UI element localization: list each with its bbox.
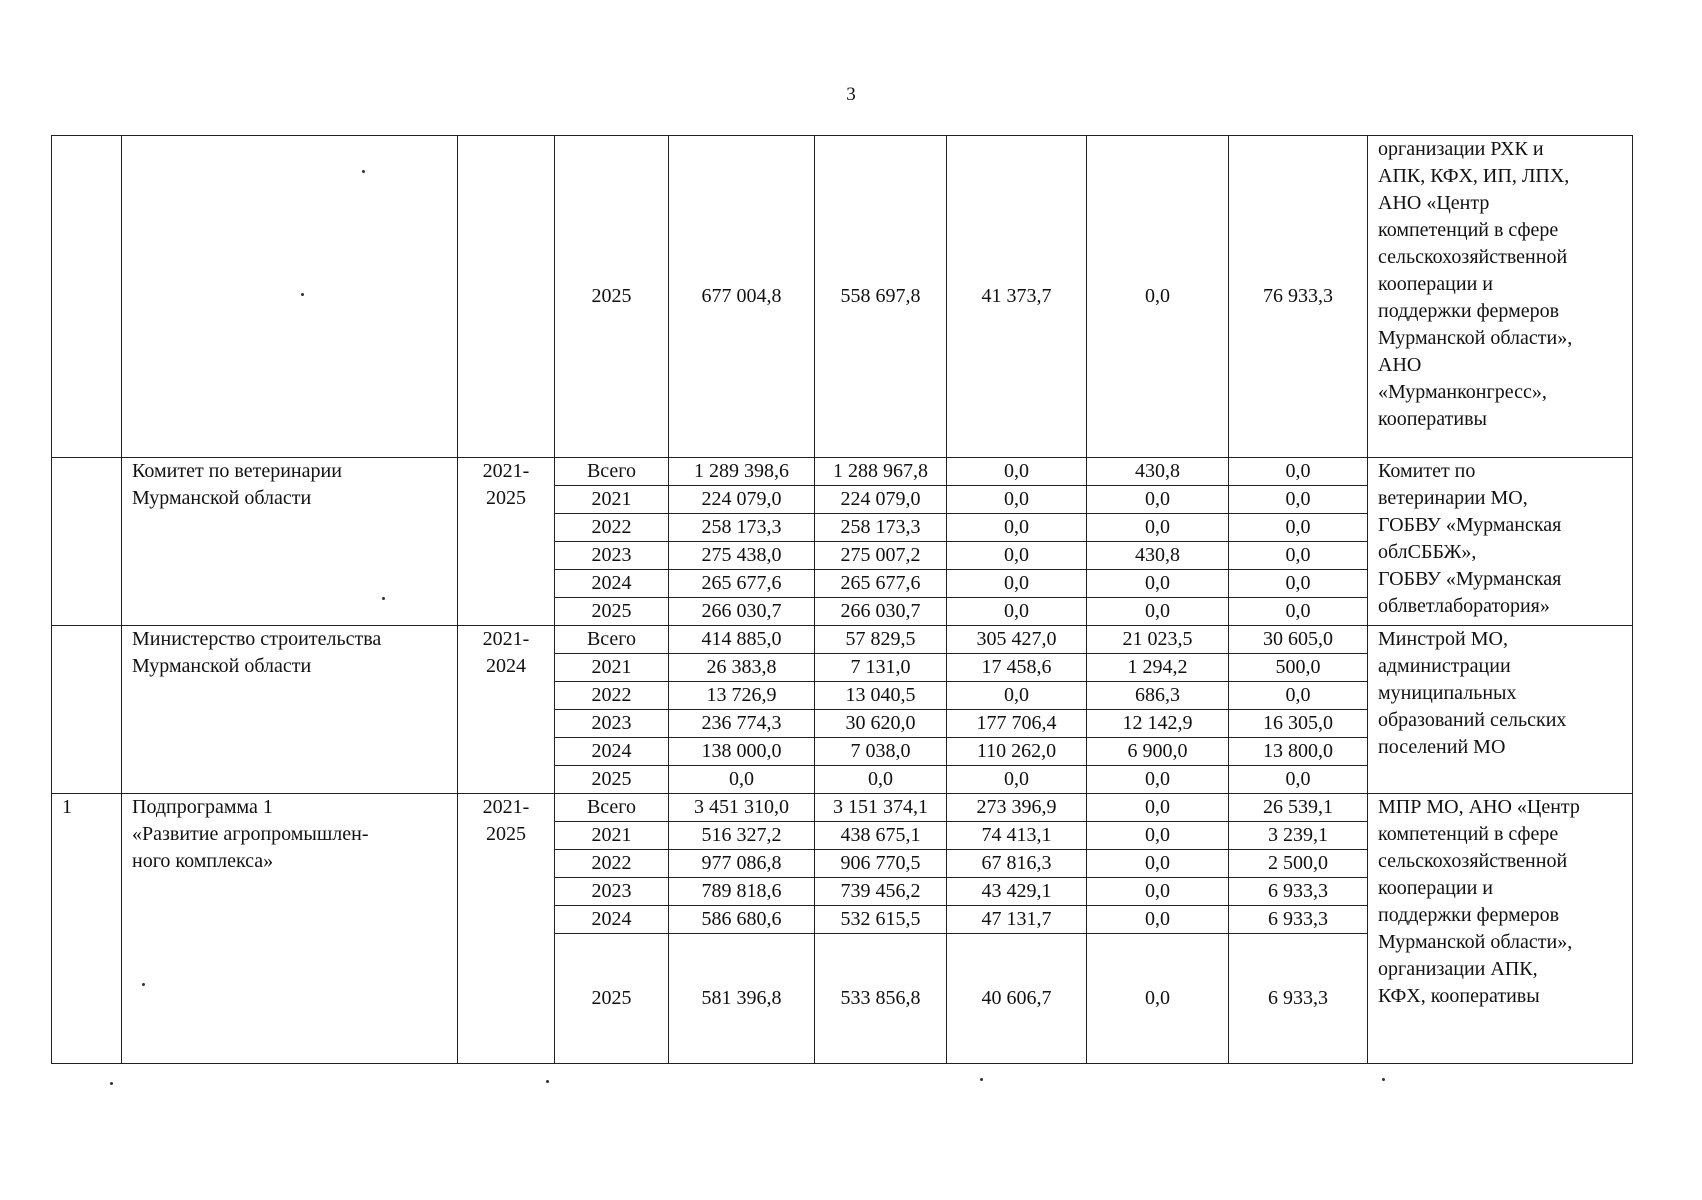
- extrabudgetary-value: 0,0: [1229, 766, 1368, 794]
- regional-budget-value: 1 288 967,8: [815, 458, 947, 486]
- regional-budget-value: 224 079,0: [815, 486, 947, 514]
- executor-line: Мурманской области»,: [1378, 931, 1573, 953]
- regional-budget-value: 438 675,1: [815, 822, 947, 850]
- scan-speck: [980, 1078, 983, 1081]
- block-total-row: [52, 458, 1633, 486]
- index-cell: [52, 136, 122, 458]
- program-name-line: Министерство строительства: [132, 628, 382, 650]
- executor-line: организации АПК,: [1378, 958, 1538, 980]
- executor-line: поддержки фермеров: [1378, 904, 1560, 926]
- period-cell: [458, 626, 555, 794]
- scan-speck: [110, 1082, 113, 1085]
- extrabudgetary-value: 0,0: [1229, 514, 1368, 542]
- executor-line: компетенций в сфере: [1378, 823, 1559, 845]
- federal-budget-value: 17 458,6: [947, 654, 1087, 682]
- year-cell: Всего: [555, 626, 669, 654]
- total-value: 265 677,6: [669, 570, 815, 598]
- year-cell: 2022: [555, 682, 669, 710]
- period-line: 2025: [486, 823, 526, 845]
- local-budget-value: 430,8: [1087, 458, 1229, 486]
- block-total-row: [52, 794, 1633, 822]
- period-cell: [458, 458, 555, 626]
- executor-line: кооперативы: [1378, 408, 1487, 430]
- period-cell: [458, 794, 555, 1064]
- period-line: 2021-: [482, 460, 530, 482]
- year-cell: 2021: [555, 486, 669, 514]
- executor-cell: [1368, 626, 1633, 794]
- executor-line: сельскохозяйственной: [1378, 246, 1568, 268]
- total-value: 26 383,8: [669, 654, 815, 682]
- federal-budget-value: 43 429,1: [947, 878, 1087, 906]
- year-cell: 2023: [555, 878, 669, 906]
- local-budget-value: 430,8: [1087, 542, 1229, 570]
- federal-budget-value: 0,0: [947, 542, 1087, 570]
- block-total-row: [52, 626, 1633, 654]
- total-value: 414 885,0: [669, 626, 815, 654]
- regional-budget-value: 258 173,3: [815, 514, 947, 542]
- executor-line: АНО: [1378, 354, 1422, 376]
- total-value: 236 774,3: [669, 710, 815, 738]
- total-value: 516 327,2: [669, 822, 815, 850]
- year-cell: 2023: [555, 542, 669, 570]
- total-value: 224 079,0: [669, 486, 815, 514]
- federal-budget-value: 41 373,7: [947, 136, 1087, 458]
- extrabudgetary-value: 16 305,0: [1229, 710, 1368, 738]
- program-name-line: «Развитие агропромышлен-: [132, 823, 369, 845]
- federal-budget-value: 0,0: [947, 598, 1087, 626]
- period-line: 2024: [486, 655, 526, 677]
- extrabudgetary-value: 26 539,1: [1229, 794, 1368, 822]
- program-name-line: Мурманской области: [132, 655, 312, 677]
- year-cell: 2022: [555, 514, 669, 542]
- total-value: 789 818,6: [669, 878, 815, 906]
- executor-line: администрации: [1378, 655, 1511, 677]
- federal-budget-value: 0,0: [947, 514, 1087, 542]
- regional-budget-value: 266 030,7: [815, 598, 947, 626]
- federal-budget-value: 273 396,9: [947, 794, 1087, 822]
- federal-budget-value: 74 413,1: [947, 822, 1087, 850]
- local-budget-value: 0,0: [1087, 486, 1229, 514]
- program-finance-table: [51, 135, 1633, 1064]
- local-budget-value: 0,0: [1087, 794, 1229, 822]
- year-cell: 2021: [555, 822, 669, 850]
- regional-budget-value: 7 038,0: [815, 738, 947, 766]
- program-name-line: ного комплекса»: [132, 850, 274, 872]
- row-index: [52, 458, 122, 626]
- extrabudgetary-value: 0,0: [1229, 486, 1368, 514]
- executor-line: кооперации и: [1378, 273, 1493, 295]
- total-value: 275 438,0: [669, 542, 815, 570]
- executor-line: сельскохозяйственной: [1378, 850, 1568, 872]
- federal-budget-value: 0,0: [947, 766, 1087, 794]
- total-value: 1 289 398,6: [669, 458, 815, 486]
- year-cell: 2025: [555, 934, 669, 1064]
- executor-cell: [1368, 136, 1633, 458]
- executor-line: кооперации и: [1378, 877, 1493, 899]
- total-value: 3 451 310,0: [669, 794, 815, 822]
- local-budget-value: 0,0: [1087, 934, 1229, 1064]
- year-cell: 2024: [555, 738, 669, 766]
- extrabudgetary-value: 0,0: [1229, 542, 1368, 570]
- program-name-line: Мурманской области: [132, 487, 312, 509]
- executor-line: ГОБВУ «Мурманская: [1378, 568, 1562, 590]
- extrabudgetary-value: 13 800,0: [1229, 738, 1368, 766]
- program-name-cell: [122, 626, 458, 794]
- federal-budget-value: 305 427,0: [947, 626, 1087, 654]
- local-budget-value: 686,3: [1087, 682, 1229, 710]
- page-number: 3: [846, 84, 856, 105]
- local-budget-value: 0,0: [1087, 878, 1229, 906]
- year-cell: Всего: [555, 794, 669, 822]
- executor-line: «Мурманконгресс»,: [1378, 381, 1547, 403]
- local-budget-value: 1 294,2: [1087, 654, 1229, 682]
- local-budget-value: 0,0: [1087, 766, 1229, 794]
- executor-line: ГОБВУ «Мурманская: [1378, 514, 1562, 536]
- year-cell: 2024: [555, 906, 669, 934]
- executor-line: организации РХК и: [1378, 138, 1544, 160]
- period-line: 2021-: [482, 796, 530, 818]
- extrabudgetary-value: 2 500,0: [1229, 850, 1368, 878]
- local-budget-value: 0,0: [1087, 598, 1229, 626]
- scan-speck: [546, 1080, 549, 1083]
- extrabudgetary-value: 0,0: [1229, 458, 1368, 486]
- regional-budget-value: 57 829,5: [815, 626, 947, 654]
- executor-line: компетенций в сфере: [1378, 219, 1559, 241]
- extrabudgetary-value: 500,0: [1229, 654, 1368, 682]
- row-index: [52, 626, 122, 794]
- year-cell: 2025: [555, 766, 669, 794]
- program-name-cell: [122, 458, 458, 626]
- total-value: 0,0: [669, 766, 815, 794]
- local-budget-value: 0,0: [1087, 850, 1229, 878]
- year-cell: 2024: [555, 570, 669, 598]
- regional-budget-value: 7 131,0: [815, 654, 947, 682]
- executor-line: МПР МО, АНО «Центр: [1378, 796, 1580, 818]
- extrabudgetary-value: 0,0: [1229, 598, 1368, 626]
- local-budget-value: 12 142,9: [1087, 710, 1229, 738]
- federal-budget-value: 177 706,4: [947, 710, 1087, 738]
- year-cell: Всего: [555, 458, 669, 486]
- executor-line: Минстрой МО,: [1378, 628, 1508, 650]
- period-line: 2025: [486, 487, 526, 509]
- executor-line: Мурманской области»,: [1378, 327, 1573, 349]
- local-budget-value: 0,0: [1087, 136, 1229, 458]
- executor-line: поселений МО: [1378, 736, 1506, 758]
- regional-budget-value: 533 856,8: [815, 934, 947, 1064]
- year-cell: 2021: [555, 654, 669, 682]
- extrabudgetary-value: 30 605,0: [1229, 626, 1368, 654]
- federal-budget-value: 0,0: [947, 682, 1087, 710]
- period-cell: [458, 136, 555, 458]
- regional-budget-value: 558 697,8: [815, 136, 947, 458]
- program-name-cell: [122, 794, 458, 1064]
- executor-line: ветеринарии МО,: [1378, 487, 1528, 509]
- total-value: 13 726,9: [669, 682, 815, 710]
- total-value: 977 086,8: [669, 850, 815, 878]
- program-name-line: Комитет по ветеринарии: [132, 460, 342, 482]
- scan-speck: [1382, 1078, 1385, 1081]
- extrabudgetary-value: 0,0: [1229, 682, 1368, 710]
- extrabudgetary-value: 6 933,3: [1229, 934, 1368, 1064]
- scan-speck: [382, 597, 385, 600]
- federal-budget-value: 0,0: [947, 570, 1087, 598]
- regional-budget-value: 906 770,5: [815, 850, 947, 878]
- program-name-line: Подпрограмма 1: [132, 796, 273, 818]
- row-index: 1: [52, 794, 122, 1064]
- executor-line: Комитет по: [1378, 460, 1476, 482]
- scan-speck: [142, 983, 145, 986]
- regional-budget-value: 0,0: [815, 766, 947, 794]
- executor-cell: [1368, 794, 1633, 1064]
- year-cell: 2025: [555, 598, 669, 626]
- extrabudgetary-value: 76 933,3: [1229, 136, 1368, 458]
- year-cell: 2023: [555, 710, 669, 738]
- federal-budget-value: 110 262,0: [947, 738, 1087, 766]
- regional-budget-value: 275 007,2: [815, 542, 947, 570]
- local-budget-value: 0,0: [1087, 822, 1229, 850]
- extrabudgetary-value: 3 239,1: [1229, 822, 1368, 850]
- continuation-row: [52, 136, 1633, 458]
- local-budget-value: 0,0: [1087, 906, 1229, 934]
- total-value: 586 680,6: [669, 906, 815, 934]
- scan-speck: [301, 293, 304, 296]
- executor-line: муниципальных: [1378, 682, 1517, 704]
- regional-budget-value: 739 456,2: [815, 878, 947, 906]
- federal-budget-value: 47 131,7: [947, 906, 1087, 934]
- executor-line: образований сельских: [1378, 709, 1567, 731]
- federal-budget-value: 40 606,7: [947, 934, 1087, 1064]
- regional-budget-value: 265 677,6: [815, 570, 947, 598]
- local-budget-value: 0,0: [1087, 570, 1229, 598]
- year-cell: 2022: [555, 850, 669, 878]
- local-budget-value: 21 023,5: [1087, 626, 1229, 654]
- executor-line: КФХ, кооперативы: [1378, 985, 1540, 1007]
- federal-budget-value: 0,0: [947, 486, 1087, 514]
- regional-budget-value: 30 620,0: [815, 710, 947, 738]
- period-line: 2021-: [482, 628, 530, 650]
- scan-speck: [362, 170, 365, 173]
- extrabudgetary-value: 6 933,3: [1229, 906, 1368, 934]
- executor-line: облветлаборатория»: [1378, 595, 1550, 617]
- regional-budget-value: 532 615,5: [815, 906, 947, 934]
- regional-budget-value: 3 151 374,1: [815, 794, 947, 822]
- executor-cell: [1368, 458, 1633, 626]
- total-value: 258 173,3: [669, 514, 815, 542]
- year-cell: 2025: [555, 136, 669, 458]
- executor-line: облСББЖ»,: [1378, 541, 1477, 563]
- federal-budget-value: 67 816,3: [947, 850, 1087, 878]
- name-cell: [122, 136, 458, 458]
- local-budget-value: 6 900,0: [1087, 738, 1229, 766]
- federal-budget-value: 0,0: [947, 458, 1087, 486]
- extrabudgetary-value: 6 933,3: [1229, 878, 1368, 906]
- total-value: 138 000,0: [669, 738, 815, 766]
- total-value: 581 396,8: [669, 934, 815, 1064]
- executor-line: АПК, КФХ, ИП, ЛПХ,: [1378, 165, 1570, 187]
- executor-line: поддержки фермеров: [1378, 300, 1560, 322]
- total-value: 677 004,8: [669, 136, 815, 458]
- extrabudgetary-value: 0,0: [1229, 570, 1368, 598]
- regional-budget-value: 13 040,5: [815, 682, 947, 710]
- executor-line: АНО «Центр: [1378, 192, 1490, 214]
- total-value: 266 030,7: [669, 598, 815, 626]
- local-budget-value: 0,0: [1087, 514, 1229, 542]
